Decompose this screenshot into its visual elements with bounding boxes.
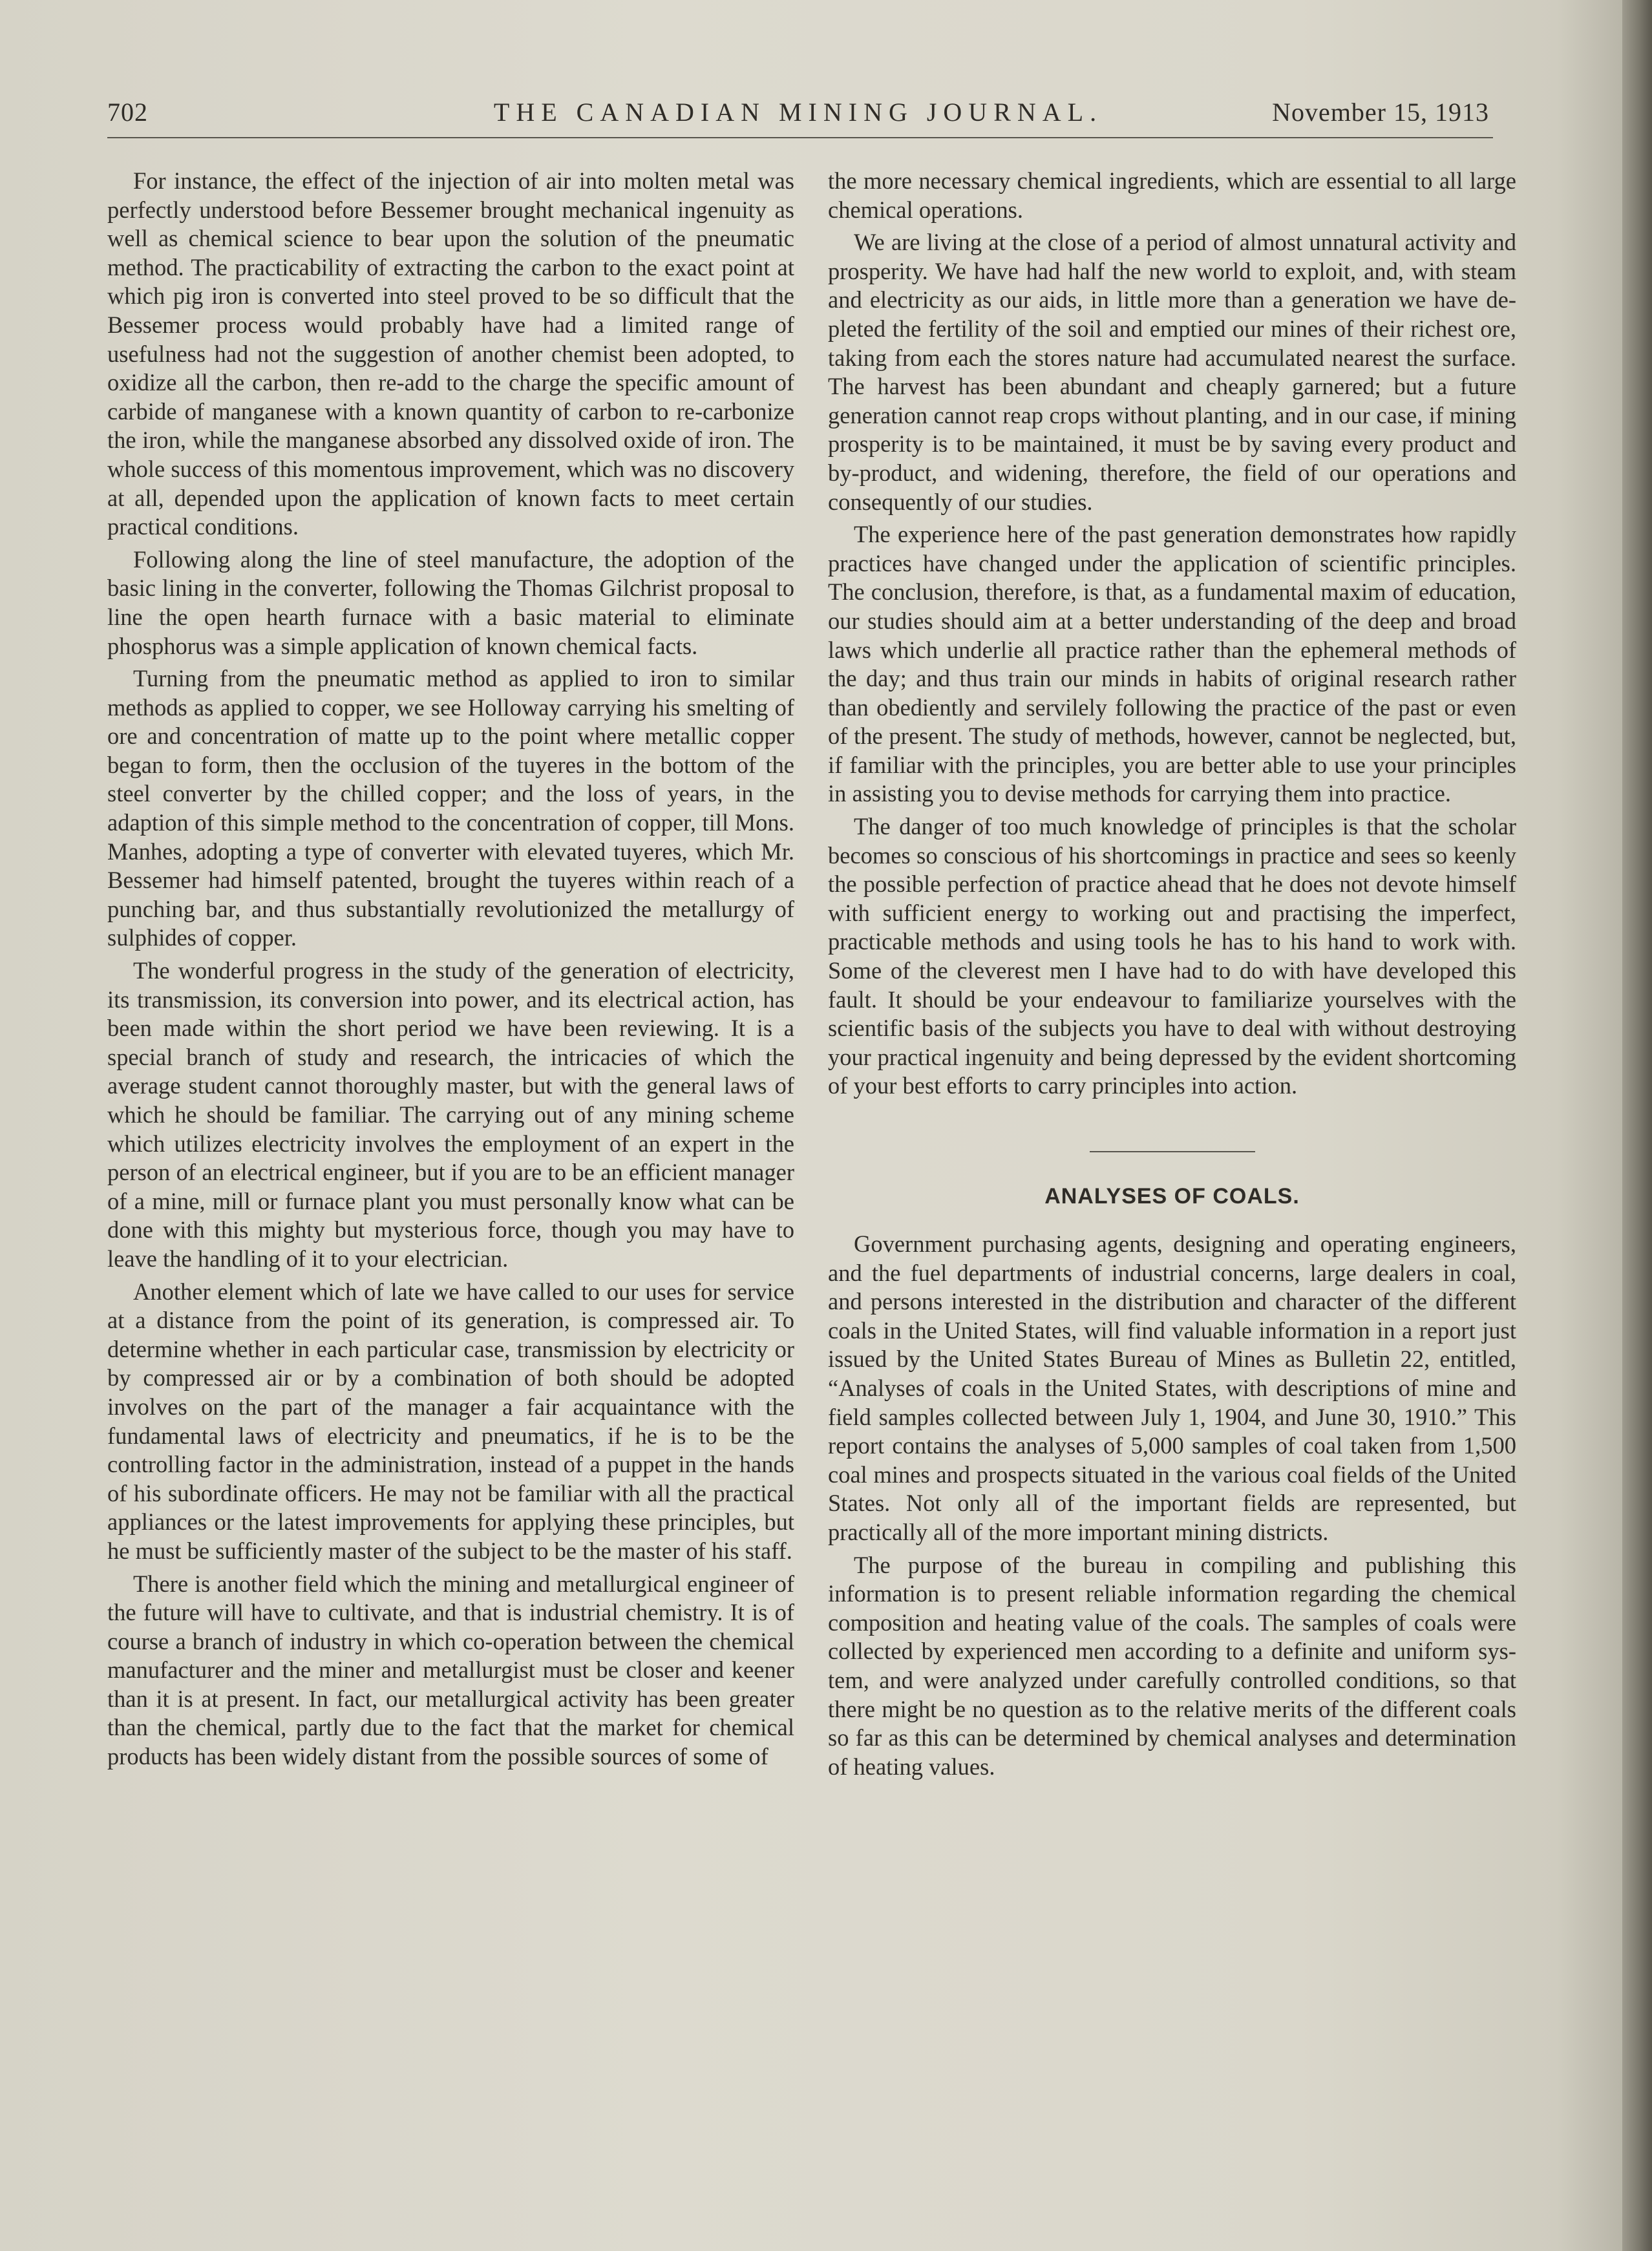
running-header [107, 97, 1489, 136]
right-column [828, 167, 1516, 1785]
issue-date: November 15, 1913 [1272, 98, 1489, 127]
paragraph-continuation: the more necessary chemical ingredients, which are essential to all large chemical operations. [828, 167, 1516, 223]
journal-title: THE CANADIAN MINING JOURNAL. [493, 98, 1103, 127]
left-column [107, 167, 794, 1775]
paragraph-government-agents: Government purchasing agents, designing and operating engineers, and the fuel departments of industrial concerns, large dealers in coal, and persons interested in the distribution and character of the different coals in the United States, will find valuable information in a report just issued by the United States Bureau of Mines as Bulletin 22, entitled, “Analyses of coals in the United States, with descriptions of mine and field samples collected between July 1, 1904, and June 30, 1910.” This report contains the analyses of 5,000 samples of coal taken from 1,500 coal mines and prospects situated in the various coal fields of the United States. Not only all of the important fields are represented, but practically all of the more important mining districts. [828, 1231, 1516, 1545]
header-divider [107, 137, 1493, 138]
paragraph-industrial-chemistry: There is another field which the mining and metallurgical engineer of the future will have to cultivate, and that is industrial chemistry. It is of course a branch of industry in which co-operation between the chemical manufacturer and the miner and metallurgist must be closer and keener than it is at present. In fact, our metallurgical activity has been greater than the chemical, partly due to the fact that the market for chemical products has been widely distant from the possible sources of some of [107, 1570, 794, 1770]
paragraph-electricity: The wonderful progress in the study of the generation of electricity, its transmission, its conversion into power, and its electrical action, has been made within the short period we have been reviewing. It is a special branch of study and research, the intricacies of which the average student cannot thoroughly master, but with the general laws of which he should be familiar. The carrying out of any mining scheme which utilizes electricity involves the employment of an expert in the person of an electrical engineer, but if you are to be an efficient manager of a mine, mill or furnace plant you must personally know what can be done with this mighty but mysterious force, though you may have to leave the handling of it to your electrician. [107, 957, 794, 1272]
paragraph-danger-of-knowledge: The danger of too much knowledge of principles is that the scholar becomes so conscious of his shortcomings in practice and sees so keenly the possible perfection of practice ahead that he does not devote himself with sufficient energy to working out and practising the imperfect, practicable methods and using tools he has to his hand to work with. Some of the cleverest men I have had to do with have developed this fault. It should be your endeavour to familiarize yourselves with the scientific basis of the subjects you have to deal with without destroying your practical ingenuity and being depressed by the evident shortcoming of your best efforts to carry principles into action. [828, 813, 1516, 1099]
paragraph-experience: The experience here of the past generation demonstrates how rapidly practices have changed under the application of scientific principles. The conclusion, therefore, is that, as a fundamental maxim of education, our studies should aim at a better understanding of the deep and broad laws which underlie all practice rather than the ephemeral methods of the day; and thus train our minds in habits of original research rather than obediently and servilely following the practice of the past or even of the present. The study of methods, however, cannot be neglected, but, if familiar with the principles, you are better able to use your principles in assisting you to devise methods for carrying them into practice. [828, 521, 1516, 807]
paragraph-prosperity: We are living at the close of a period of almost unnatural activity and prosperity. We have had half the new world to exploit, and, with steam and electricity as our aids, in little more than a generation we have depleted the fertility of the soil and emptied our mines of their richest ore, taking from each the stores nature had accumulated nearest the surface. The harvest has been abundant and cheaply garnered; but a future generation cannot reap crops without planting, and in our case, if mining prosperity is to be maintained, it must be by saving every product and by-product, and widening, therefore, the field of our operations and consequently of our studies. [828, 229, 1516, 515]
paragraph-bessemer: For instance, the effect of the injection of air into molten metal was perfectly understood before Bessemer brought mechanical ingenuity as well as chemical science to bear upon the solution of the pneumatic method. The practicability of extracting the carbon to the exact point at which pig iron is converted into steel proved to be so difficult that the Bessemer process would probably have had a limited range of usefulness had not the suggestion of another chemist been adopted, to oxidize all the carbon, then re-add to the charge the specific amount of carbide of manganese with a known quantity of carbon to re-carbonize the iron, while the manganese absorbed any dissolved oxide of iron. The whole success of this momentous improvement, which was no discovery at all, depended upon the application of known facts to meet certain practical conditions. [107, 167, 794, 540]
paragraph-bureau-purpose: The purpose of the bureau in compiling and publishing this information is to present reliable information regarding the chemical composition and heating value of the coals. The samples of coals were collected by experienced men according to a definite and uniform system, and were analyzed under carefully controlled conditions, so that there might be no question as to the relative merits of the different coals so far as this can be determined by chemical analyses and determination of heating values. [828, 1551, 1516, 1780]
binding-edge [1622, 0, 1652, 2251]
paragraph-compressed-air: Another element which of late we have called to our uses for service at a distance from the point of its generation, is compressed air. To determine whether in each particular case, transmission by electricity or by compressed air or by a combination of both should be adopted involves on the part of the manager a fair acquaintance with the fundamental laws of electricity and pneumatics, if he is to be the controlling factor in the administration, instead of a puppet in the hands of his subordinate officers. He may not be familiar with all the practical appliances or the latest improvements for applying these principles, but he must be sufficiently master of the subject to be the master of his staff. [107, 1278, 794, 1564]
paragraph-basic-lining: Following along the line of steel manufacture, the adoption of the basic lining in the converter, following the Thomas Gilchrist proposal to line the open hearth furnace with a basic material to eliminate phosphorus was a simple application of known chemical facts. [107, 545, 794, 659]
section-heading: ANALYSES OF COALS. [1044, 1184, 1300, 1209]
section-divider [1090, 1151, 1255, 1152]
page-number: 702 [107, 98, 148, 127]
paragraph-copper-converter: Turning from the pneumatic method as applied to iron to similar methods as applied to copper, we see Holloway carrying his smelting of ore and concentration of matte up to the point where metallic copper began to form, then the occlusion of the tuyeres in the bottom of the steel converter by the chilled copper; and the loss of years, in the adaption of this simple method to the concentration of copper, till Mons. Manhes, adopting a type of converter with elevated tuyeres, which Mr. Bessemer had himself patented, brought the tuyeres within reach of a punching bar, and thus substantially revolutionized the metallurgy of sulphides of copper. [107, 665, 794, 951]
